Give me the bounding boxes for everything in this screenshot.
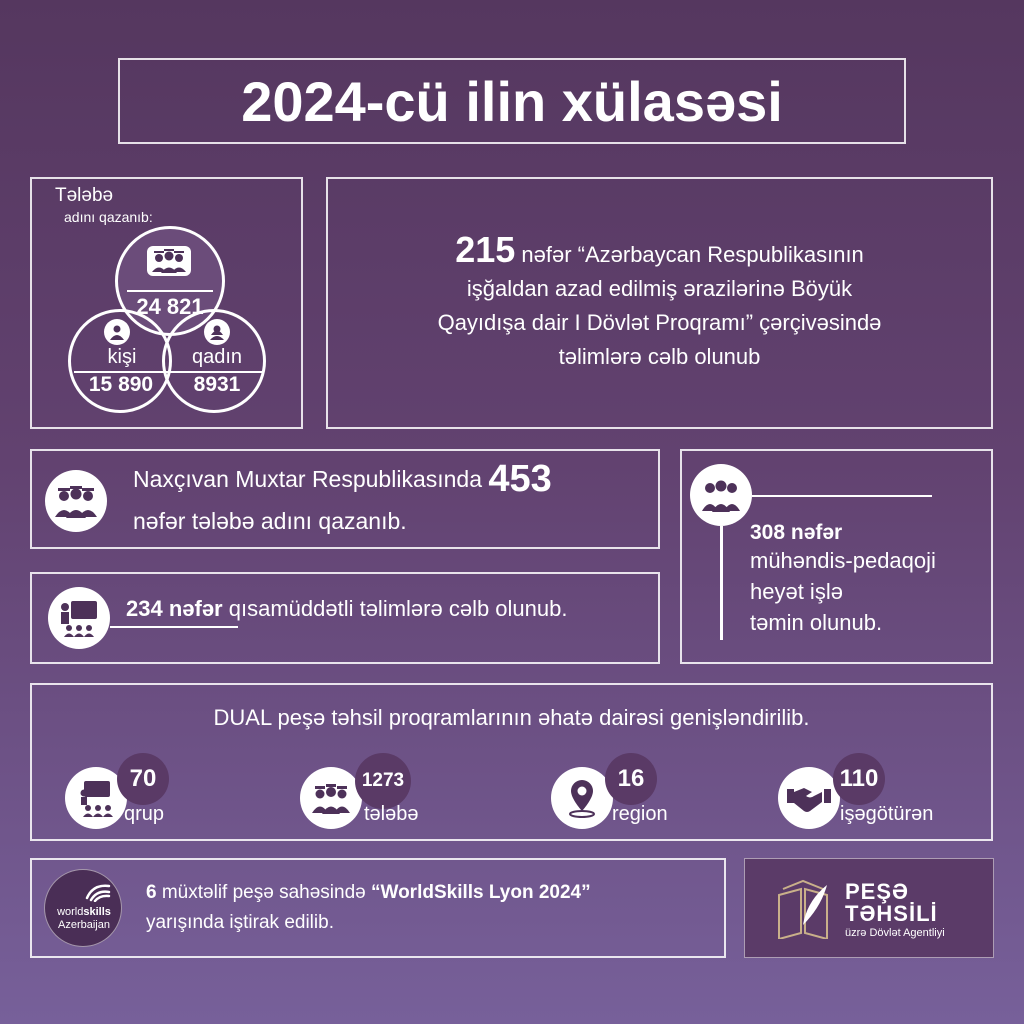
worldskills-line1: 6 müxtəlif peşə sahəsində “WorldSkills Lyon 2024” xyxy=(146,882,591,903)
graduates-icon xyxy=(300,767,362,829)
student-status-subheading: adını qazanıb: xyxy=(64,209,153,225)
great-return-box xyxy=(326,177,993,429)
dual-employers-label: işəgötürən xyxy=(840,803,934,825)
title-box xyxy=(118,58,906,144)
dual-heading: DUAL peşə təhsil proqramlarının əhatə dairəsi genişləndirilib. xyxy=(213,705,810,730)
page-title: 2024-cü ilin xülasəsi xyxy=(241,69,783,133)
female-icon xyxy=(204,319,230,345)
male-label: kişi xyxy=(107,346,137,368)
staff-line2: mühəndis-pedaqoji xyxy=(750,548,936,573)
great-return-line1: 215 nəfər “Azərbaycan Respublikasının xyxy=(455,228,864,270)
dual-regions-value: 16 xyxy=(605,753,657,805)
agency-logo xyxy=(744,858,994,958)
student-status-heading: Tələbə xyxy=(55,185,114,206)
agency-name-line2: TƏHSİLİ xyxy=(845,901,938,926)
nakhchivan-number: 453 xyxy=(488,458,552,500)
dual-groups-label: qrup xyxy=(124,803,165,825)
worldskills-wordmark: worldskills xyxy=(57,906,111,918)
dual-students-value: 1273 xyxy=(355,753,411,809)
handshake-icon xyxy=(778,767,840,829)
graduates-icon xyxy=(146,245,192,277)
dual-students-label: tələbə xyxy=(364,803,419,825)
book-quill-icon xyxy=(773,877,833,939)
great-return-number: 215 xyxy=(455,228,516,270)
great-return-line3: Qayıdışa dair I Dövlət Proqramı” çərçivəsində xyxy=(437,309,882,335)
agency-name-line3: üzrə Dövlət Agentliyi xyxy=(845,927,945,939)
staff-line3: heyət işlə xyxy=(750,579,843,604)
great-return-line2: işğaldan azad edilmiş ərazilərinə Böyük xyxy=(466,275,853,301)
worldskills-line2: yarışında iştirak edilib. xyxy=(146,912,334,933)
location-pin-icon xyxy=(551,767,613,829)
training-presentation-icon xyxy=(48,587,110,649)
great-return-line4: təlimlərə cəlb olunub xyxy=(558,343,761,369)
female-label: qadın xyxy=(191,346,243,368)
worldskills-logo xyxy=(44,869,122,947)
staff-horizontal-line xyxy=(752,495,932,497)
male-value: 15 890 xyxy=(74,371,168,397)
short-training-underline xyxy=(110,626,238,628)
dual-regions-label: region xyxy=(612,803,668,825)
staff-vertical-line xyxy=(720,526,723,640)
worldskills-box xyxy=(30,858,726,958)
dual-groups-value: 70 xyxy=(117,753,169,805)
worldskills-country: Azerbaijan xyxy=(58,919,110,931)
female-value: 8931 xyxy=(170,371,264,397)
graduates-group-icon xyxy=(45,470,107,532)
staff-line4: təmin olunub. xyxy=(750,610,883,635)
nakhchivan-line2: nəfər tələbə adını qazanıb. xyxy=(133,508,407,534)
nakhchivan-line1: Naxçıvan Muxtar Respublikasında 453 xyxy=(133,458,552,500)
dual-employers-value: 110 xyxy=(833,753,885,805)
male-icon xyxy=(104,319,130,345)
agency-name-line1: PEŞƏ xyxy=(845,879,909,904)
staff-group-icon xyxy=(690,464,752,526)
short-training-line: 234 nəfər qısamüddətli təlimlərə cəlb olunub. xyxy=(126,596,568,621)
worldskills-swirl-icon xyxy=(83,882,113,902)
staff-count: 308 nəfər xyxy=(750,521,843,544)
total-value: 24 821 xyxy=(127,290,213,320)
